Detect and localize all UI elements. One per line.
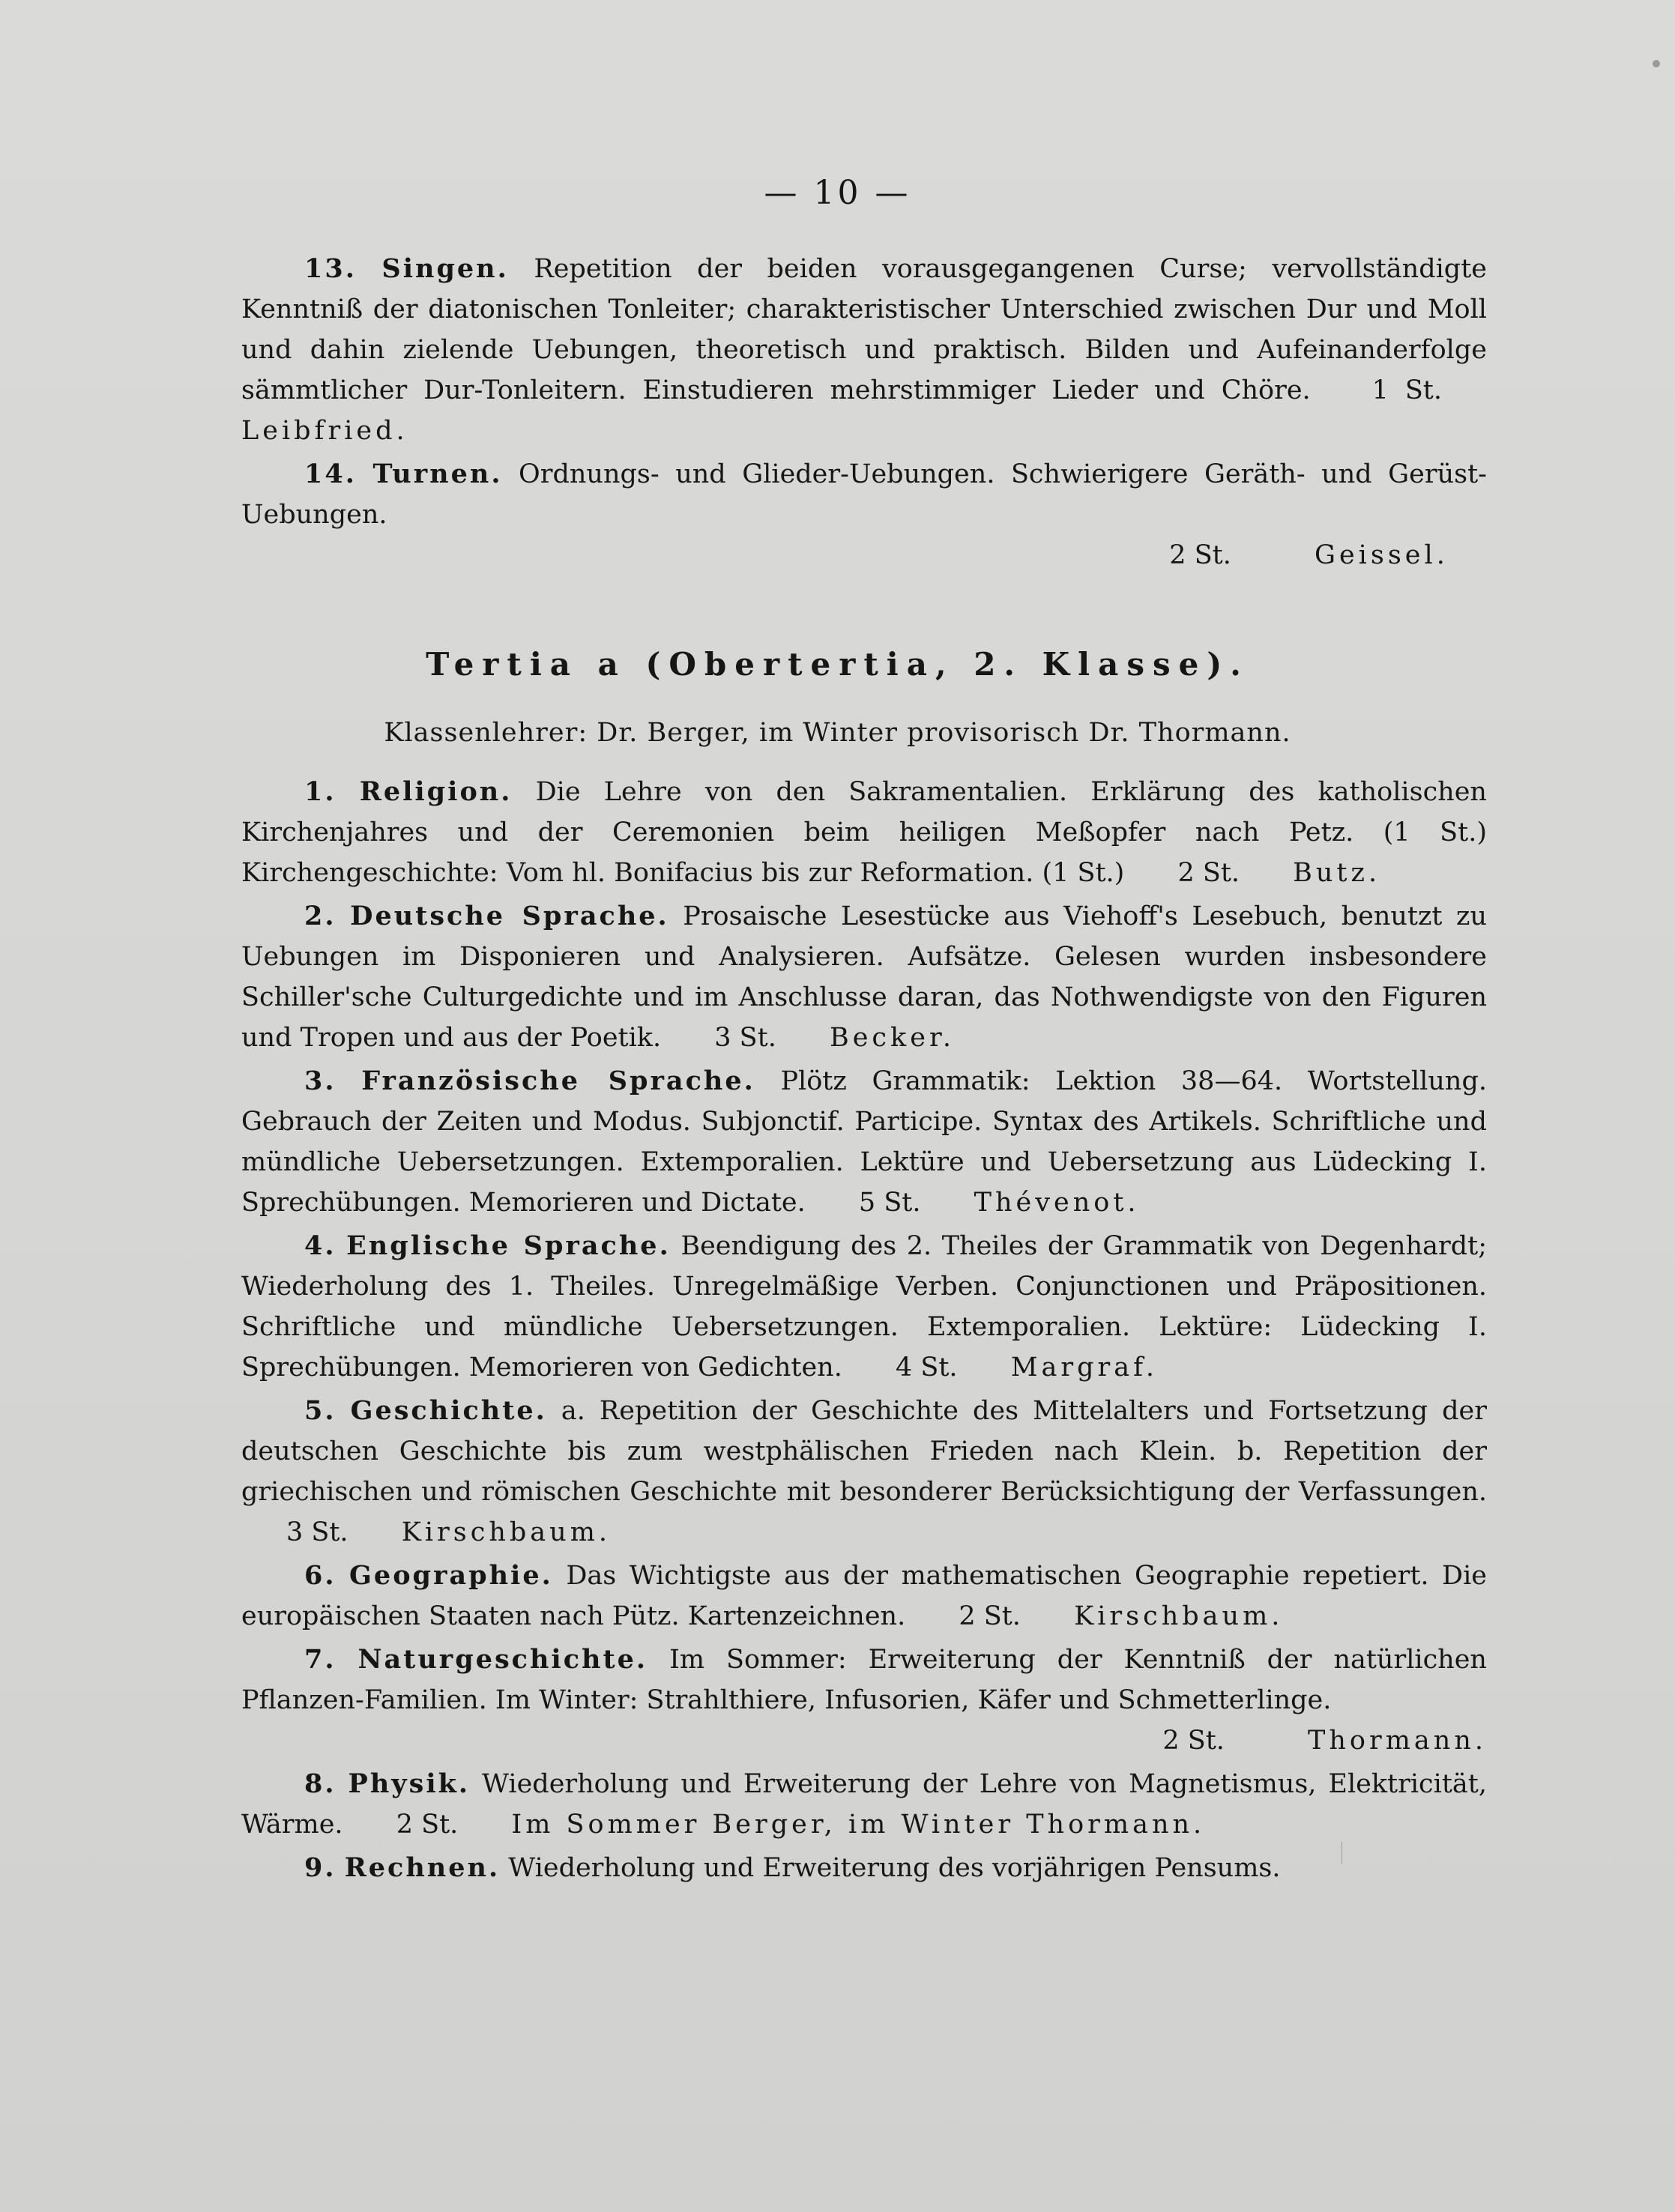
item-number: 2. xyxy=(304,901,336,931)
subject-entry-singen xyxy=(241,249,1487,451)
subject-description: Die Lehre von den Sakramentalien. Erklärung des katholischen Kirchenjahres und der Ceremonien beim heiligen Meßopfer nach Petz. (1 St.) Kirchengeschichte: Vom hl. Bonifacius bis zur Reformation. (1 St.) xyxy=(241,777,1487,888)
teacher: Leibfried. xyxy=(241,416,408,446)
subject-entry-naturgeschichte xyxy=(241,1640,1487,1761)
hours: 3 St. xyxy=(286,1517,348,1547)
item-number: 7. xyxy=(304,1644,336,1675)
subject-description: Das Wichtigste aus der mathematischen Geographie repetiert. Die europäischen Staaten nach Pütz. Kartenzeichnen. xyxy=(241,1561,1487,1631)
tertia-a-subjects xyxy=(241,772,1487,1891)
page-number: — 10 — xyxy=(764,174,911,212)
subject-entry-religion xyxy=(241,772,1487,893)
teacher: Im Sommer Berger, im Winter Thormann. xyxy=(511,1810,1206,1840)
subject-description: Repetition der beiden vorausgegangenen Curse; vervollständigte Kenntniß der diatonischen Tonleiter; charakteristischer Unterschied zwischen Dur und Moll und dahin zielende Uebungen, theoretisch und praktisch. Bilden und Aufeinanderfolge sämmtlicher Dur-Tonleitern. Einstudieren mehrstimmiger Lieder und Chöre. xyxy=(241,254,1487,405)
section-title: Tertia a (Obertertia, 2. Klasse). xyxy=(426,646,1249,683)
class-teacher-line: Klassenlehrer: Dr. Berger, im Winter provisorisch Dr. Thormann. xyxy=(384,718,1291,748)
subject-description: Prosaische Lesestücke aus Viehoff's Lesebuch, benutzt zu Uebungen im Disponieren und Analysieren. Aufsätze. Gelesen wurden insbesondere Schiller'sche Culturgedichte und im Anschlusse daran, das Nothwendigste von den Figuren und Tropen und aus der Poetik. xyxy=(241,901,1487,1053)
teacher: Thormann. xyxy=(1308,1726,1487,1756)
item-number: 4. xyxy=(304,1230,336,1261)
item-number: 6. xyxy=(304,1560,336,1591)
item-number: 9. xyxy=(304,1852,336,1883)
teacher: Thévenot. xyxy=(974,1188,1140,1218)
subject-heading: Naturgeschichte. xyxy=(357,1644,648,1675)
hours: 5 St. xyxy=(858,1188,921,1218)
teacher: Becker. xyxy=(829,1023,955,1053)
hours: 2 St. xyxy=(1177,858,1240,888)
scan-spot xyxy=(1653,60,1660,67)
hours: 2 St. xyxy=(959,1601,1021,1631)
scan-scratch xyxy=(1341,1842,1342,1864)
subject-heading: Turnen. xyxy=(372,459,503,489)
subject-heading: Religion. xyxy=(359,776,513,807)
subject-entry-englisch xyxy=(241,1226,1487,1388)
subject-description: Wiederholung und Erweiterung des vorjährigen Pensums. xyxy=(508,1853,1281,1883)
item-number: 1. xyxy=(304,776,336,807)
teacher: Kirschbaum. xyxy=(1074,1601,1284,1631)
item-number: 3. xyxy=(304,1066,336,1096)
subject-heading: Geschichte. xyxy=(350,1395,547,1426)
hours: 2 St. xyxy=(1162,1726,1225,1756)
subject-heading: Englische Sprache. xyxy=(346,1230,671,1261)
subject-entry-franzoesisch xyxy=(241,1061,1487,1223)
subject-entry-rechnen xyxy=(241,1848,1487,1888)
hours: 4 St. xyxy=(895,1353,958,1382)
subject-heading: Französische Sprache. xyxy=(361,1066,755,1096)
subject-heading: Rechnen. xyxy=(344,1852,501,1883)
previous-class-section xyxy=(241,249,1487,578)
item-number: 5. xyxy=(304,1395,336,1426)
subject-description: Beendigung des 2. Theiles der Grammatik von Degenhardt; Wiederholung des 1. Theiles. Unregelmäßige Verben. Conjunctionen und Präpositionen. Schriftliche und mündliche Uebersetzungen. Extemporalien. Lektüre: Lüdecking I. Sprechübungen. Memorieren von Gedichten. xyxy=(241,1231,1487,1382)
subject-entry-deutsch xyxy=(241,896,1487,1058)
subject-description: Im Sommer: Erweiterung der Kenntniß der natürlichen Pflanzen-Familien. Im Winter: Strahlthiere, Infusorien, Käfer und Schmetterlinge. xyxy=(241,1645,1487,1715)
item-number: 13. xyxy=(304,253,357,284)
subject-description: Plötz Grammatik: Lektion 38—64. Wortstellung. Gebrauch der Zeiten und Modus. Subjonctif. Participe. Syntax des Artikels. Schriftliche und mündliche Uebersetzungen. Extemporalien. Lektüre und Uebersetzung aus Lüdecking I. Sprechübungen. Memorieren und Dictate. xyxy=(241,1066,1487,1218)
subject-entry-turnen xyxy=(241,454,1487,575)
subject-heading: Physik. xyxy=(348,1768,471,1799)
teacher: Geissel. xyxy=(1315,540,1449,570)
subject-heading: Deutsche Sprache. xyxy=(350,901,669,931)
subject-entry-geschichte xyxy=(241,1391,1487,1553)
subject-description: Wiederholung und Erweiterung der Lehre von Magnetismus, Elektricität, Wärme. xyxy=(241,1769,1487,1840)
teacher: Kirschbaum. xyxy=(401,1517,612,1547)
hours: 2 St. xyxy=(1169,540,1231,570)
hours: 1 St. xyxy=(1371,375,1442,405)
teacher: Butz. xyxy=(1293,858,1381,888)
item-number: 8. xyxy=(304,1768,336,1799)
subject-description: Ordnungs- und Glieder-Uebungen. Schwierigere Geräth- und Gerüst-Uebungen. xyxy=(241,459,1487,530)
subject-entry-physik xyxy=(241,1764,1487,1845)
teacher: Margraf. xyxy=(1010,1353,1158,1382)
item-number: 14. xyxy=(304,459,357,489)
hours: 3 St. xyxy=(714,1023,776,1053)
subject-heading: Singen. xyxy=(381,253,509,284)
subject-heading: Geographie. xyxy=(349,1560,553,1591)
hours: 2 St. xyxy=(396,1810,459,1840)
subject-entry-geographie xyxy=(241,1556,1487,1637)
subject-description: a. Repetition der Geschichte des Mittelalters und Fortsetzung der deutschen Geschichte bis zum westphälischen Frieden nach Klein. b. Repetition der griechischen und römischen Geschichte mit besonderer Berücksichtigung der Verfassungen. xyxy=(241,1396,1487,1507)
